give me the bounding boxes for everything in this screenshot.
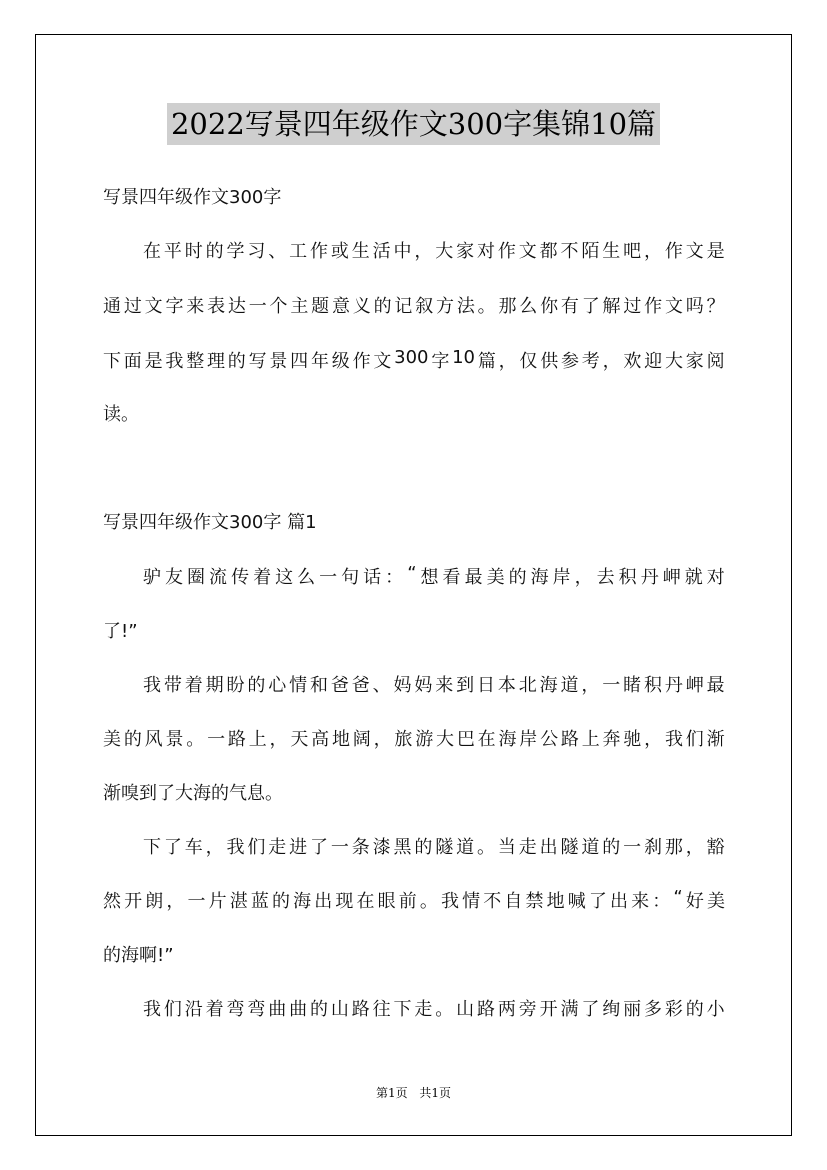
text-line: 通 过 文 字 来 表 达 一 个 主 题 意 义 的 记 叙 方 法 。 那 么 你 有 了 解 过 作 文 吗 ？ [103,296,725,317]
text-line: 写景四年级作文300字 篇1 [103,512,317,533]
text-line: 读。 [103,404,139,425]
text-line: 然 开 朗 ， 一 片 湛 蓝 的 海 出 现 在 眼 前 。 我 情 不 自 禁 地 喊 了 出 来 ： “ 好 美 [103,887,725,912]
page-total: 共1页 [419,1086,452,1100]
title-container [0,103,827,145]
text-line: 下 了 车 ， 我 们 走 进 了 一 条 漆 黑 的 隧 道 。 当 走 出 隧 道 的 一 刹 那 ， 豁 [143,837,725,858]
text-line: 美 的 风 景 。 一 路 上 ， 天 高 地 阔 ， 旅 游 大 巴 在 海 岸 公 路 上 奔 驰 ， 我 们 渐 [103,729,725,750]
page-number: 第1页 [375,1086,408,1100]
page-footer [0,1084,827,1101]
text-line: 的海啊!” [103,945,174,966]
text-line: 我 带 着 期 盼 的 心 情 和 爸 爸 、 妈 妈 来 到 日 本 北 海 道 ， 一 睹 积 丹 岬 最 [143,675,725,696]
text-line: 驴 友 圈 流 传 着 这 么 一 句 话 ： “ 想 看 最 美 的 海 岸 ， 去 积 丹 岬 就 对 [143,563,725,588]
text-line: 渐嗅到了大海的气息。 [103,783,283,804]
text-line: 写景四年级作文300字 [103,187,282,208]
text-line: 在 平 时 的 学 习 、 工 作 或 生 活 中 ， 大 家 对 作 文 都 不 陌 生 吧 ， 作 文 是 [143,241,725,262]
document-title: 2022写景四年级作文300字集锦10篇 [167,103,660,145]
text-line: 我 们 沿 着 弯 弯 曲 曲 的 山 路 往 下 走 。 山 路 两 旁 开 满 了 绚 丽 多 彩 的 小 [143,999,725,1020]
text-line: 了!” [103,621,138,642]
text-line: 下 面 是 我 整 理 的 写 景 四 年 级 作 文 300 字 10 篇 ， 仅 供 参 考 ， 欢 迎 大 家 阅 [103,347,725,372]
